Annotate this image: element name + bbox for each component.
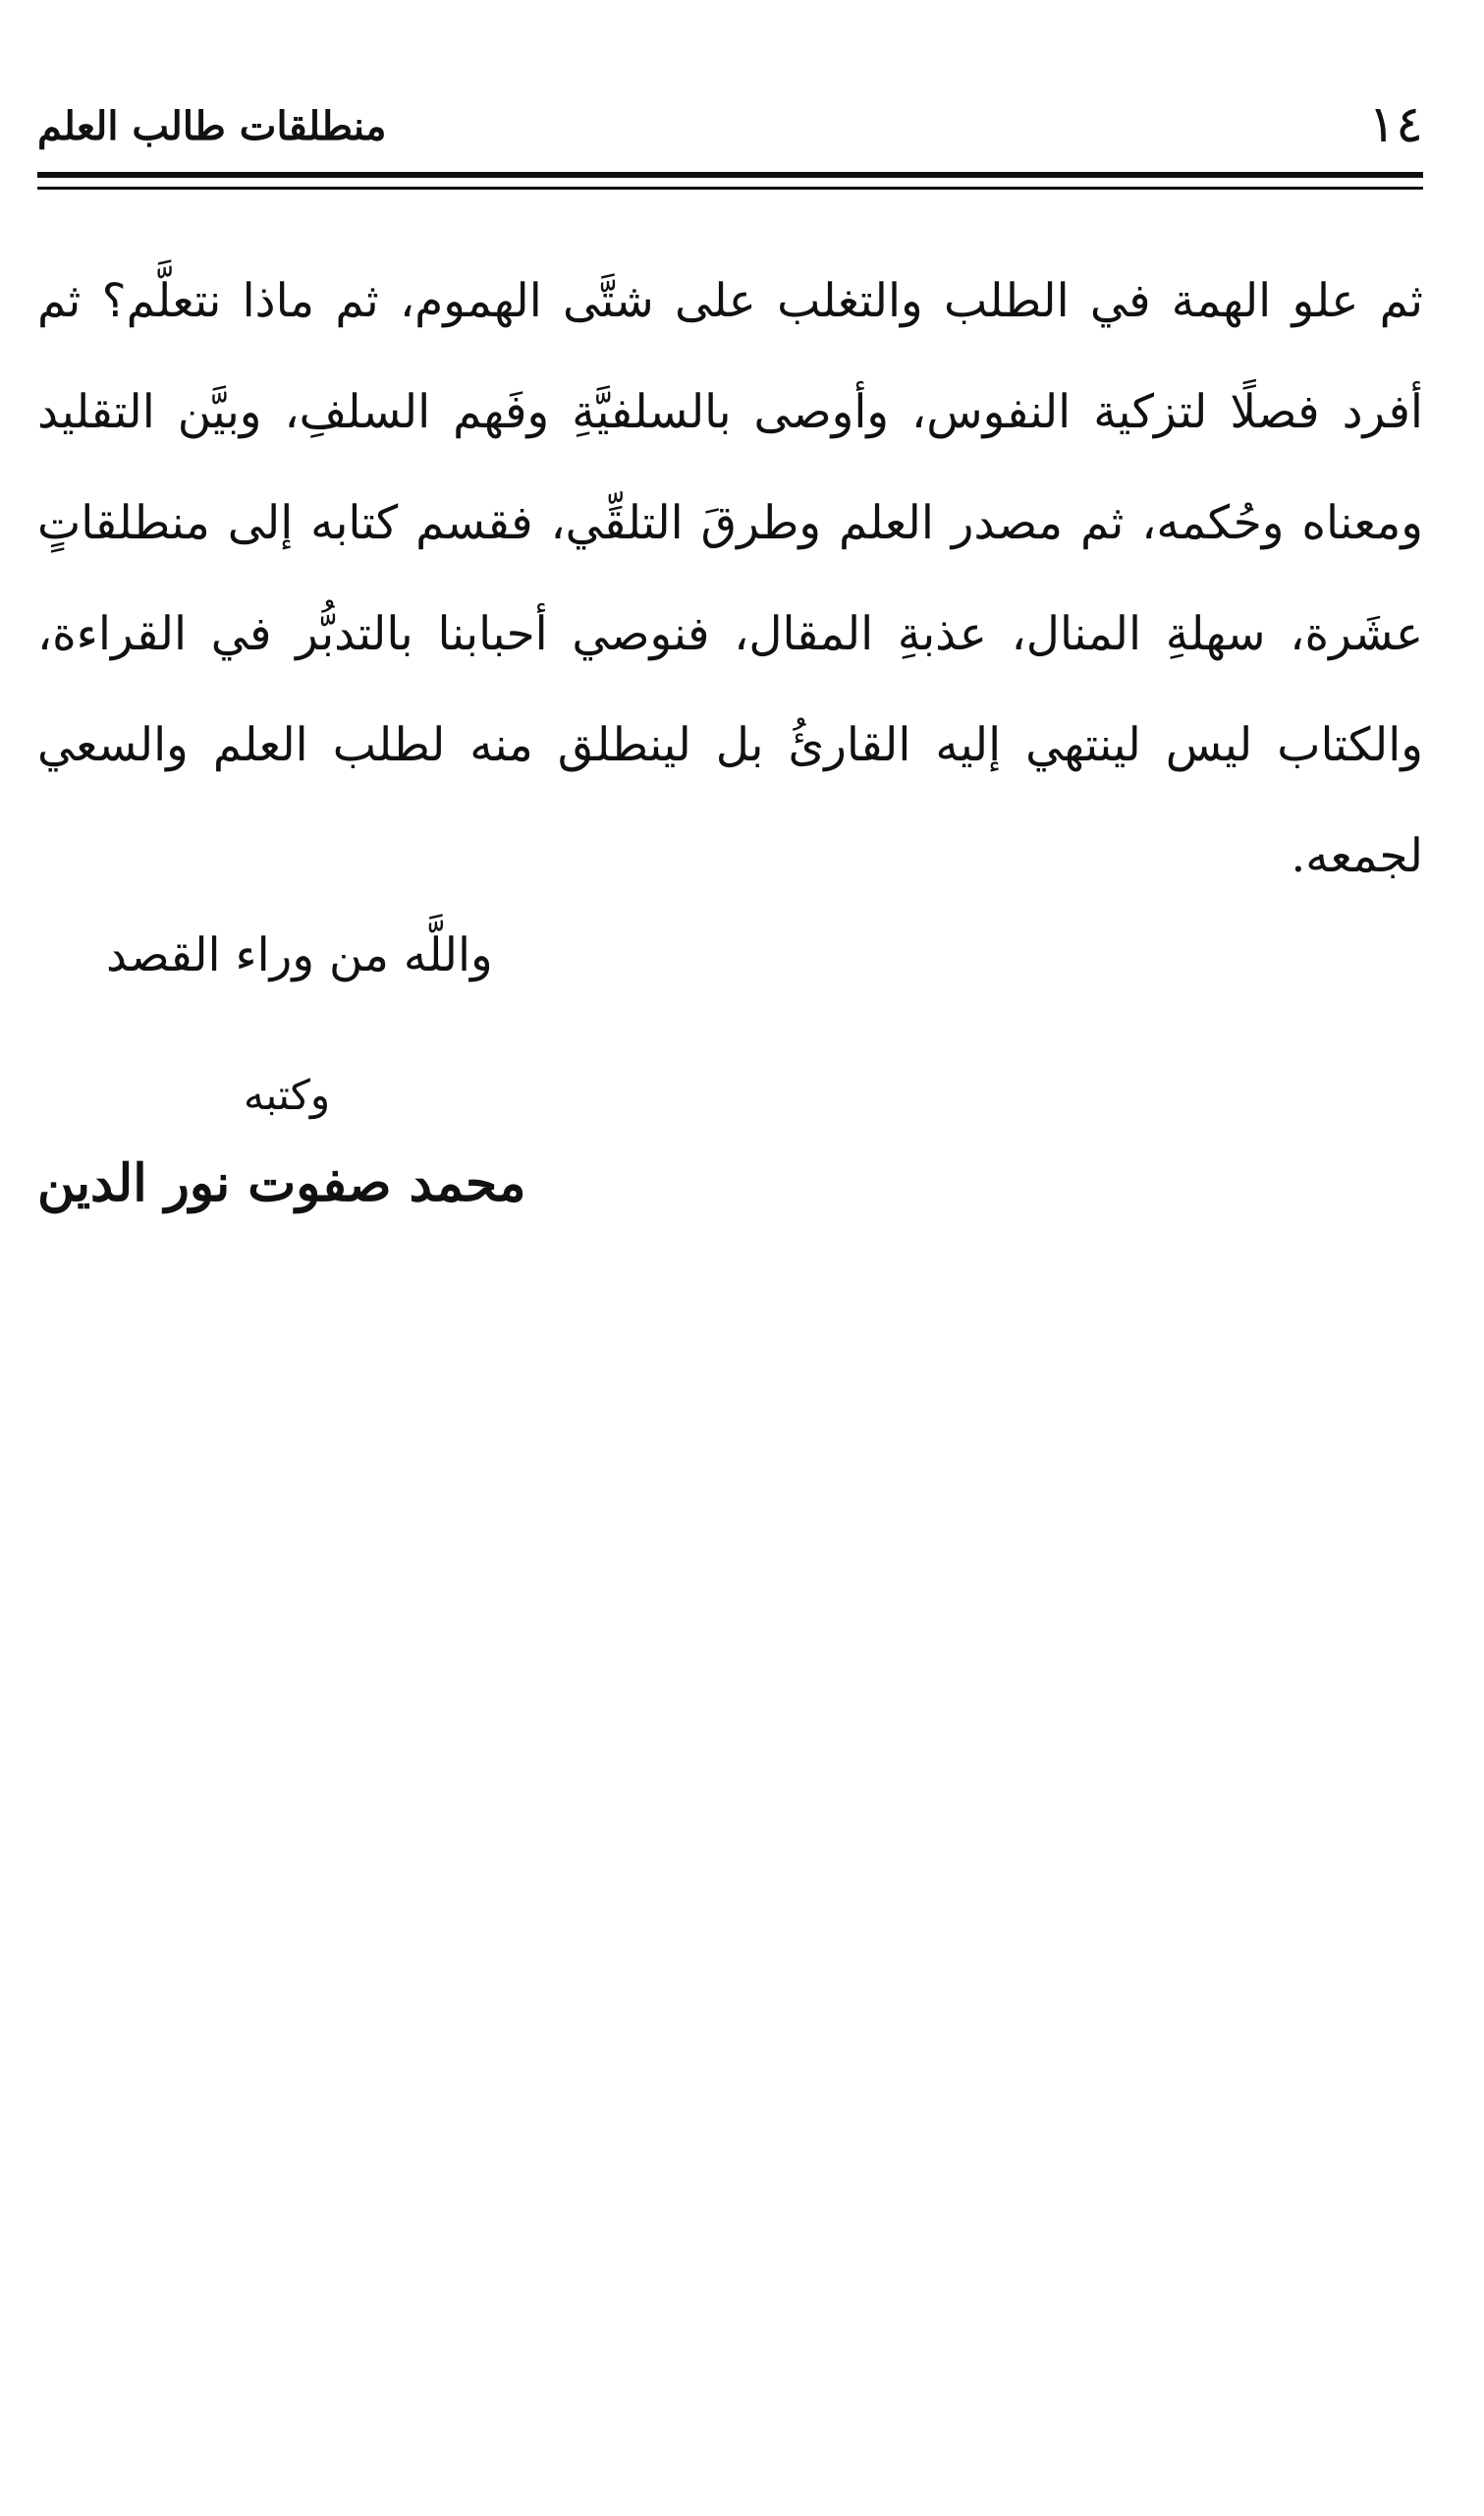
running-book-title: منطلقات طالب العلم: [37, 103, 387, 149]
body-paragraph: ثم علو الهمة في الطلب والتغلب على شتَّى الهموم، ثم ماذا نتعلَّم؟ ثم أفرد فصلًا لتزكية النفوس، وأوصى بالسلفيَّةِ وفَهم السلفِ، وبيَّن التقليد ومعناه وحُكمه، ثم مصدر العلم وطرقَ التلقِّي، فقسم كتابه إلى منطلقاتٍ عشَرة، سهلةِ المنال، عذبةِ المقال، فنوصي أحبابنا بالتدبُّر في القراءة، والكتاب ليس لينتهي إليه القارئُ بل لينطلق منه لطلب العلم والسعي لجمعه.: [37, 274, 1423, 883]
author-signature: محمد صفوت نور الدين: [37, 1153, 526, 1213]
page-number: ١٤: [1368, 95, 1423, 154]
closing-phrase: واللَّه من وراء القصد: [106, 928, 493, 982]
header-rule-thin: [37, 187, 1423, 190]
wrote-it-label: وكتبه: [244, 1071, 331, 1119]
running-header: [37, 90, 1423, 159]
header-rule-thick: [37, 172, 1423, 178]
